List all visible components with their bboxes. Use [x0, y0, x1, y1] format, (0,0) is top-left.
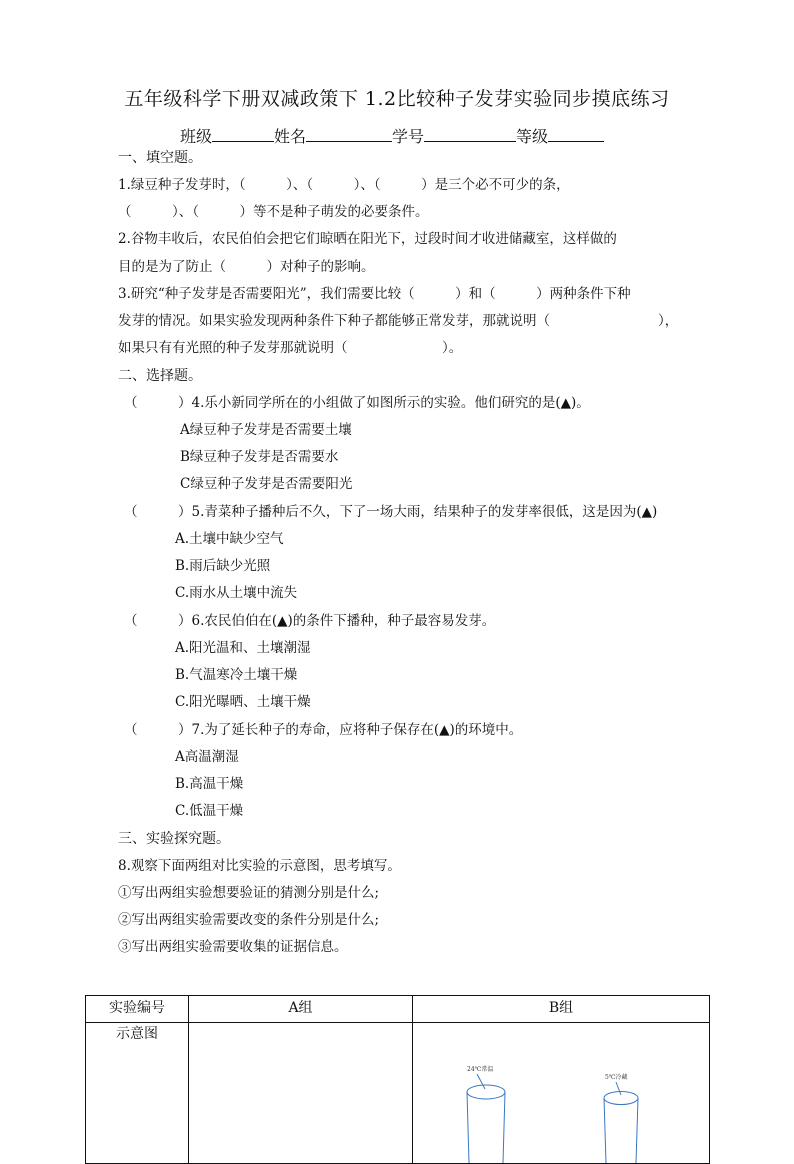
q6-option-b: B.气温寒冷土壤干燥 — [175, 667, 298, 683]
experiment-table — [85, 995, 710, 1164]
cup-right-rim — [604, 1092, 638, 1105]
q7-stem: （ ）7.为了延长种子的寿命，应将种子保存在(▲)的环境中。 — [124, 722, 523, 738]
q4-option-b: B绿豆种子发芽是否需要水 — [180, 449, 339, 465]
q6-stem: （ ）6.农民伯伯在(▲)的条件下播种，种子最容易发芽。 — [124, 613, 496, 629]
q6-option-c: C.阳光曝晒、土壤干燥 — [175, 694, 311, 710]
diagram-label: 示意图 — [116, 1026, 158, 1042]
arrow-right — [616, 1082, 621, 1095]
number-label: 学号 — [392, 127, 425, 146]
header-group-b: B组 — [413, 996, 710, 1023]
cup-left-side-l — [467, 1092, 469, 1163]
class-label: 班级 — [180, 127, 213, 146]
q4-option-a: A绿豆种子发芽是否需要土壤 — [180, 422, 352, 438]
header-experiment-number: 实验编号 — [86, 996, 189, 1023]
q3-line1: 3.研究“种子发芽是否需要阳光”，我们需要比较（ ）和（ ）两种条件下种 — [118, 286, 631, 302]
q5-stem: （ ）5.青菜种子播种后不久，下了一场大雨，结果种子的发芽率很低，这是因为(▲) — [124, 504, 658, 520]
q8-stem: 8.观察下面两组对比实验的示意图，思考填写。 — [118, 858, 401, 874]
section2-heading: 二、选择题。 — [118, 368, 202, 384]
header-group-a: A组 — [189, 996, 413, 1023]
cup-left-side-r — [503, 1092, 505, 1163]
q5-option-b: B.雨后缺少光照 — [175, 558, 271, 574]
q8-sub1: ①写出两组实验想要验证的猜测分别是什么; — [118, 885, 380, 901]
q8-sub2: ②写出两组实验需要改变的条件分别是什么; — [118, 912, 380, 928]
table-header-row — [86, 996, 710, 1023]
name-blank[interactable] — [306, 126, 392, 142]
q2-line2: 目的是为了防止（ ）对种子的影响。 — [118, 259, 375, 275]
table-row — [86, 1023, 710, 1164]
class-blank[interactable] — [212, 126, 274, 142]
q2-line1: 2.谷物丰收后，农民伯伯会把它们晾晒在阳光下，过段时间才收进储藏室，这样做的 — [118, 231, 617, 247]
q3-line3: 如果只有有光照的种子发芽那就说明（ ）。 — [118, 340, 463, 356]
grade-label: 等级 — [516, 127, 549, 146]
label-room-temp: 24℃常温 — [467, 1066, 494, 1073]
cup-left-rim — [467, 1085, 505, 1099]
section1-heading: 一、填空题。 — [118, 150, 202, 166]
q6-option-a: A.阳光温和、土壤潮湿 — [175, 640, 311, 656]
student-info-line — [180, 124, 604, 147]
name-label: 姓名 — [274, 127, 307, 146]
q1-line2: （ ）、（ ）等不是种子萌发的必要条件。 — [118, 204, 429, 220]
cup-right-side-r — [636, 1098, 638, 1163]
q4-stem: （ ）4.乐小新同学所在的小组做了如图所示的实验。他们研究的是(▲)。 — [124, 395, 590, 411]
group-a-diagram-cell — [189, 1023, 413, 1164]
number-blank[interactable] — [424, 126, 516, 142]
q4-option-c: C绿豆种子发芽是否需要阳光 — [180, 476, 353, 492]
q7-option-c: C.低温干燥 — [175, 803, 244, 819]
group-b-diagram — [413, 1023, 709, 1163]
q7-option-a: A高温潮湿 — [175, 749, 239, 765]
q5-option-c: C.雨水从土壤中流失 — [175, 585, 298, 601]
q7-option-b: B.高温干燥 — [175, 776, 244, 792]
row-label-diagram — [86, 1023, 189, 1164]
label-cold-temp: 5℃冷藏 — [605, 1074, 628, 1081]
q5-option-a: A.土壤中缺少空气 — [175, 531, 284, 547]
group-b-diagram-svg — [413, 1023, 710, 1163]
page-title: 五年级科学下册双减政策下 1.2比较种子发芽实验同步摸底练习 — [124, 88, 670, 110]
arrow-left — [477, 1074, 485, 1089]
cup-right-side-l — [604, 1098, 606, 1163]
q3-line2: 发芽的情况。如果实验发现两种条件下种子都能够正常发芽，那就说明（ ）， — [118, 313, 679, 329]
q8-sub3: ③写出两组实验需要收集的证据信息。 — [118, 939, 348, 955]
section3-heading: 三、实验探究题。 — [118, 831, 230, 847]
group-b-diagram-cell — [413, 1023, 710, 1164]
q1-line1: 1.绿豆种子发芽时，（ ）、（ ）、（ ）是三个必不可少的条， — [118, 177, 570, 193]
grade-blank[interactable] — [548, 126, 604, 142]
